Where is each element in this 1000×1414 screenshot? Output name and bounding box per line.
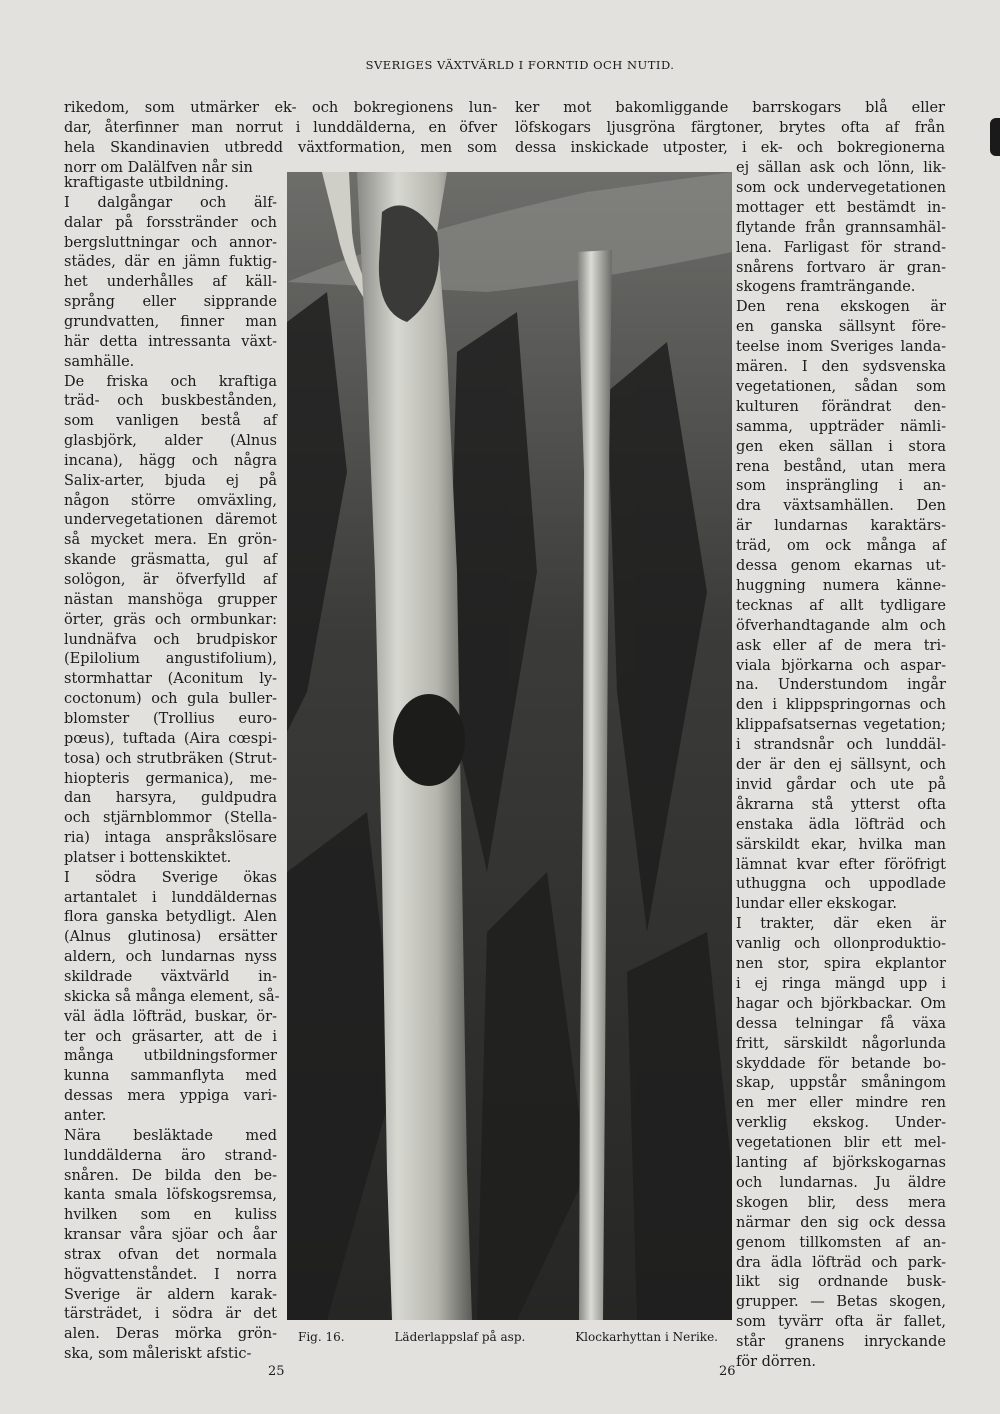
text-line: likt sig ordnande busk- [736, 1274, 946, 1291]
text-line: dan harsyra, guldpudra [64, 790, 277, 807]
text-line: skildrade växtvärld in- [64, 969, 277, 985]
text-line: skogens framträngande. [736, 279, 916, 296]
text-line: närmar den sig ock dessa [736, 1214, 946, 1231]
aspen-trunks-photo [287, 172, 732, 1320]
text-line: I trakter, där eken är [736, 916, 946, 933]
page-number-left: 25 [268, 1364, 285, 1379]
page-edge-mark [990, 118, 1000, 156]
text-line: så mycket mera. En grön- [64, 532, 277, 549]
text-line: en mer eller mindre ren [736, 1095, 946, 1112]
text-line: dar, återfinner man norrut i lunddälderna, en öfver [64, 120, 497, 136]
running-header: SVERIGES VÄXTVÄRLD I FORNTID OCH NUTID. [365, 58, 675, 72]
text-line: lena. Farligast för strand- [736, 239, 946, 256]
text-line: mottager ett bestämdt in- [736, 199, 946, 216]
text-line: norr om Dalälfven når sin [64, 160, 253, 176]
text-line: incana), hägg och några [64, 452, 277, 469]
text-line: kanta smala löfskogsremsa, [64, 1187, 277, 1204]
text-line: het underhålles af käll- [64, 274, 277, 291]
text-line: lundar eller ekskogar. [736, 896, 897, 913]
text-line: rena bestånd, utan mera [736, 458, 946, 475]
text-line: träd- och buskbestånden, [64, 393, 277, 410]
text-line: viala björkarna och aspar- [736, 657, 946, 674]
text-line: grundvatten, finner man [64, 313, 277, 330]
text-line: i ej ringa mängd upp i [736, 975, 946, 992]
text-line: (Alnus glutinosa) ersätter [64, 929, 277, 946]
text-line: na. Understundom ingår [736, 677, 946, 694]
text-line: ask eller af de mera tri- [736, 637, 946, 654]
text-line: dalar på forsstränder och [64, 214, 277, 231]
text-line: grupper. — Betas skogen, [736, 1294, 946, 1311]
text-line: artantalet i lunddäldernas [64, 889, 277, 906]
text-line: anter. [64, 1107, 107, 1124]
text-line: står granens inryckande [736, 1334, 946, 1351]
text-line: huggning numera känne- [736, 577, 946, 594]
text-line: väl ädla löfträd, buskar, ör- [64, 1008, 277, 1025]
text-line: dessa genom ekarnas ut- [736, 558, 946, 574]
text-line: löfskogars ljusgröna färgtoner, brytes ofta af från [515, 120, 945, 136]
text-line: mären. I den sydsvenska [736, 359, 946, 375]
text-line: skicka så många element, så- [64, 988, 280, 1005]
text-line: som vanligen bestå af [64, 413, 277, 430]
text-line: genom tillkomsten af an- [736, 1234, 946, 1251]
text-line: högvattenståndet. I norra [64, 1266, 277, 1283]
text-line: ter och gräsarter, att de i [64, 1028, 277, 1045]
text-line: teelse inom Sveriges landa- [736, 339, 946, 356]
text-line: någon större omväxling, [64, 492, 277, 509]
text-line: en ganska sällsynt före- [736, 319, 946, 336]
text-line: vegetationen, sådan som [736, 378, 946, 395]
text-line: kulturen förändrat den- [736, 398, 946, 415]
figure-photo [287, 172, 732, 1320]
page-number-right: 26 [719, 1364, 736, 1379]
caption-label: Fig. 16. [298, 1330, 345, 1344]
text-line: kransar våra sjöar och åar [64, 1227, 277, 1244]
text-line: tärsträdet, i södra är det [64, 1306, 277, 1323]
text-line: nen stor, spira ekplantor [736, 956, 946, 972]
text-line: många utbildningsformer [64, 1048, 277, 1065]
text-line: skande gräsmatta, gul af [64, 552, 277, 569]
text-line: tecknas af allt tydligare [736, 597, 946, 614]
text-line: kunna sammanflyta med [64, 1068, 277, 1085]
text-line: den i klippspringornas och [736, 697, 946, 714]
text-line: städes, där en jämn fuktig- [64, 254, 277, 271]
text-line: flora ganska betydligt. Alen [64, 909, 277, 926]
caption-location: Klockarhyttan i Nerike. [575, 1330, 718, 1344]
text-line: dessa inskickade utposter, i ek- och bokregionerna [515, 140, 945, 156]
text-line: för dörren. [736, 1354, 817, 1370]
text-line: invid gårdar och ute på [736, 776, 946, 793]
text-line: dra växtsamhällen. Den [736, 498, 946, 515]
text-line: undervegetationen däremot [64, 512, 277, 529]
figure-caption [298, 1330, 718, 1344]
text-line: Den rena ekskogen är [736, 299, 946, 316]
text-line: lanting af björkskogarnas [736, 1155, 946, 1171]
text-line: är lundarnas karaktärs- [736, 518, 946, 535]
text-line: öfverhandtagande alm och [736, 617, 946, 634]
text-line: ria) intaga anspråkslösare [64, 830, 277, 847]
text-line: skap, uppstår småningom [736, 1075, 946, 1092]
text-line: som insprängling i an- [736, 478, 946, 495]
text-line: här detta intressanta växt- [64, 333, 277, 350]
text-line: kraftigaste utbildning. [64, 175, 229, 191]
text-line: gen eken sällan i stora [736, 438, 946, 455]
text-line: aldern, och lundarnas nyss [64, 949, 277, 966]
text-line: hiopteris germanica), me- [64, 770, 277, 787]
text-line: som ock undervegetationen [736, 179, 946, 196]
text-line: dessas mera yppiga vari- [64, 1088, 277, 1105]
text-line: rikedom, som utmärker ek- och bokregionens lun- [64, 100, 497, 116]
text-line: särskildt ekar, hvilka man [736, 836, 946, 853]
text-line: snårens fortvaro är gran- [736, 259, 946, 276]
text-line: lunddälderna äro strand- [64, 1147, 277, 1164]
text-line: vegetationen blir ett mel- [736, 1135, 946, 1152]
text-line: i strandsnår och lunddäl- [736, 737, 946, 754]
text-line: dessa telningar få växa [736, 1015, 946, 1032]
text-line: samma, uppträder nämli- [736, 418, 946, 435]
text-line: språng eller sipprande [64, 294, 277, 311]
text-line: klippafsatsernas vegetation; [736, 717, 946, 734]
text-line: platser i bottenskiktet. [64, 849, 232, 866]
text-line: coctonum) och gula buller- [64, 691, 277, 708]
text-line: tosa) och strutbräken (Strut- [64, 750, 277, 767]
text-line: blomster (Trollius euro- [64, 710, 277, 727]
text-line: dra ädla löfträd och park- [736, 1254, 946, 1271]
text-line: I dalgångar och älf- [64, 194, 277, 211]
text-line: samhälle. [64, 353, 135, 370]
text-line: åkrarna stå ytterst ofta [736, 796, 946, 813]
text-line: ej sällan ask och lönn, lik- [736, 160, 946, 176]
text-line: glasbjörk, alder (Alnus [64, 433, 277, 450]
text-line: lämnat kvar efter föröfrigt [736, 856, 946, 873]
text-line: skogen blir, dess mera [736, 1194, 946, 1211]
text-line: der är den ej sällsynt, och [736, 757, 946, 773]
text-line: enstaka ädla löfträd och [736, 816, 946, 833]
text-line: uthuggna och uppodlade [736, 876, 946, 893]
text-line: flytande från grannsamhäl- [736, 219, 946, 236]
text-line: I södra Sverige ökas [64, 869, 277, 886]
text-line: bergsluttningar och annor- [64, 234, 277, 251]
caption-text: Läderlappslaf på asp. [394, 1330, 526, 1344]
text-line: hagar och björkbackar. Om [736, 995, 946, 1012]
text-line: hela Skandinavien utbredd växtformation, men som [64, 140, 497, 156]
text-line: snåren. De bilda den be- [64, 1167, 277, 1184]
text-line: och stjärnblommor (Stella- [64, 810, 277, 827]
text-line: (Epilolium angustifolium), [64, 651, 277, 668]
text-line: fritt, särskildt någorlunda [736, 1035, 946, 1052]
text-line: nästan manshöga grupper [64, 591, 277, 608]
text-line: strax ofvan det normala [64, 1246, 277, 1263]
text-line: skyddade för betande bo- [736, 1055, 946, 1072]
text-line: Nära besläktade med [64, 1127, 277, 1144]
text-line: hvilken som en kuliss [64, 1207, 277, 1224]
text-line: Sverige är aldern karak- [64, 1286, 277, 1303]
text-line: lundnäfva och brudpiskor [64, 631, 277, 648]
text-line: stormhattar (Aconitum ly- [64, 671, 277, 688]
text-line: verklig ekskog. Under- [736, 1115, 946, 1132]
text-line: träd, om ock många af [736, 538, 946, 555]
text-line: och lundarnas. Ju äldre [736, 1174, 946, 1191]
text-line: ska, som måleriskt afstic- [64, 1346, 252, 1363]
text-line: Salix-arter, bjuda ej på [64, 472, 277, 489]
text-line: vanlig och ollonproduktio- [736, 936, 946, 953]
text-line: pœus), tuftada (Aira cœspi- [64, 730, 277, 747]
text-line: De friska och kraftiga [64, 373, 277, 390]
text-line: örter, gräs och ormbunkar: [64, 611, 277, 628]
text-line: som tyvärr ofta är fallet, [736, 1314, 946, 1331]
text-line: ker mot bakomliggande barrskogars blå eller [515, 100, 945, 116]
text-line: solögon, är öfverfylld af [64, 572, 277, 588]
text-line: alen. Deras mörka grön- [64, 1326, 277, 1343]
